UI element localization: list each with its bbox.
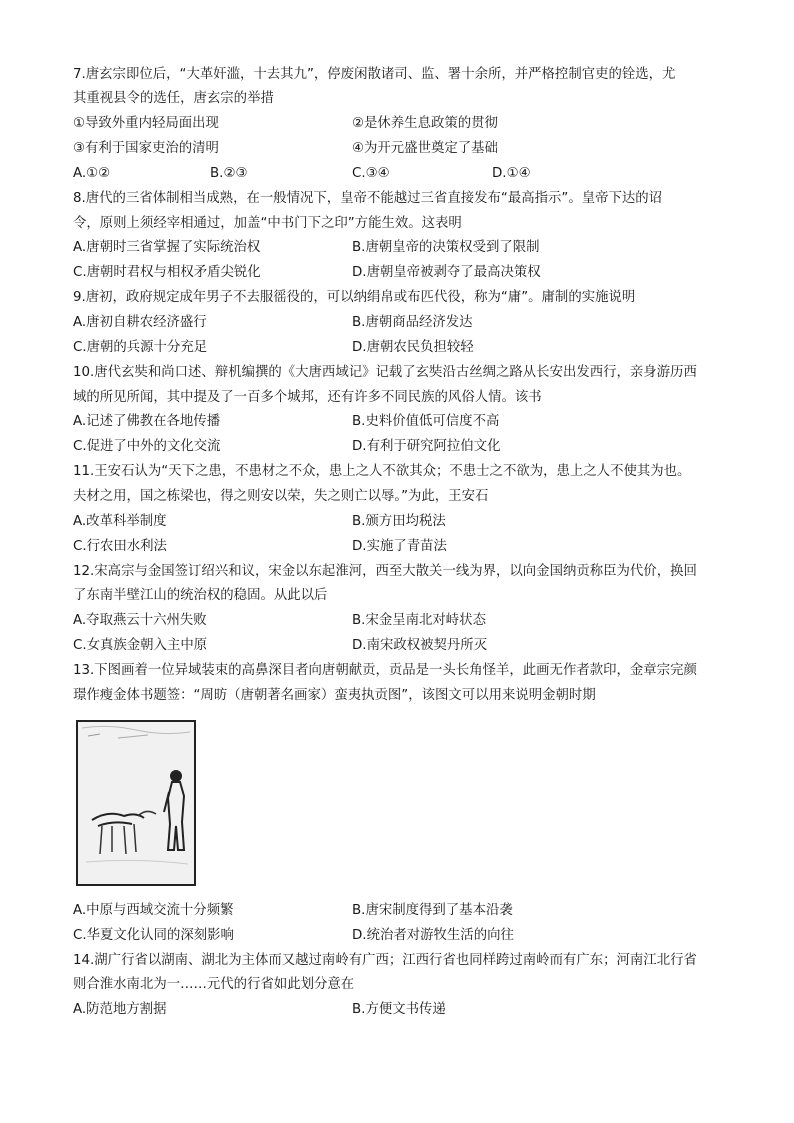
q9-stem: 9.唐初，政府规定成年男子不去服徭役的，可以纳绢帛或布匹代役，称为“庸”。庸制的实施说明	[73, 290, 636, 305]
q14-option-b: B.方便文书传递	[352, 1002, 446, 1017]
q10-option-b: B.史料价值低可信度不高	[352, 414, 500, 429]
q7-statement-1: ①导致外重内轻局面出现	[73, 116, 219, 131]
q13-option-a: A.中原与西域交流十分频繁	[73, 903, 234, 918]
q14-option-a: A.防范地方割据	[73, 1002, 167, 1017]
q8-option-a: A.唐朝时三省掌握了实际统治权	[73, 240, 261, 255]
q7-statement-4: ④为开元盛世奠定了基础	[352, 141, 498, 156]
q12-option-d: D.南宋政权被契丹所灭	[352, 638, 488, 653]
q10-option-d: D.有利于研究阿拉伯文化	[352, 439, 501, 454]
painting-drawing	[78, 722, 194, 884]
q10-stem: 10.唐代玄奘和尚口述、辩机编撰的《大唐西域记》记载了玄奘沿古丝绸之路从长安出发西行，亲身游历西	[73, 365, 697, 380]
q7-statement-2: ②是休养生息政策的贯彻	[352, 116, 498, 131]
q7-option-c: C.③④	[352, 166, 390, 181]
q13-option-c: C.华夏文化认同的深刻影响	[73, 928, 234, 943]
q7-option-a: A.①②	[73, 166, 111, 181]
q13-option-d: D.统治者对游牧生活的向往	[352, 928, 514, 943]
q8-stem: 8.唐代的三省体制相当成熟，在一般情况下，皇帝不能越过三省直接发布“最高指示”。皇帝下达的诏	[73, 191, 663, 206]
q14-stem-cont: 则合淮水南北为一……元代的行省如此划分意在	[73, 977, 355, 992]
q12-stem-cont: 了东南半壁江山的统治权的稳固。从此以后	[73, 588, 328, 603]
q10-stem-cont: 域的所见所闻，其中提及了一百多个城邦，还有许多不同民族的风俗人情。该书	[73, 390, 542, 405]
q11-option-c: C.行农田水利法	[73, 539, 167, 554]
q12-stem: 12.宋高宗与金国签订绍兴和议，宋金以东起淮河，西至大散关一线为界，以向金国纳贡称臣为代价，换回	[73, 564, 697, 579]
q14-stem: 14.湖广行省以湖南、湖北为主体而又越过南岭有广西；江西行省也同样跨过南岭而有广东；河南江北行省	[73, 953, 697, 968]
q7-stem: 7.唐玄宗即位后，“大革奸滥，十去其九”，停废闲散诸司、监、署十余所，并严格控制官吏的铨选，尤	[73, 67, 676, 82]
q13-stem-cont: 璟作瘦金体书题签：“周昉（唐朝著名画家）蛮夷执贡图”，该图文可以用来说明金朝时期	[73, 688, 596, 703]
q12-option-c: C.女真族金朝入主中原	[73, 638, 208, 653]
q11-option-b: B.颁方田均税法	[352, 514, 446, 529]
q9-option-c: C.唐朝的兵源十分充足	[73, 340, 208, 355]
q7-option-d: D.①④	[492, 166, 531, 181]
q7-option-b: B.②③	[210, 166, 248, 181]
q12-option-b: B.宋金呈南北对峙状态	[352, 613, 486, 628]
q12-option-a: A.夺取燕云十六州失败	[73, 613, 207, 628]
q11-option-d: D.实施了青苗法	[352, 539, 447, 554]
q13-option-b: B.唐宋制度得到了基本沿袭	[352, 903, 513, 918]
q8-stem-cont: 令，原则上须经宰相通过，加盖“中书门下之印”方能生效。这表明	[73, 216, 462, 231]
q11-stem: 11.王安石认为“天下之患，不患材之不众，患上之人不欲其众；不患士之不欲为，患上之人不使其为也。	[73, 464, 691, 479]
q7-stem-cont: 其重视县令的选任，唐玄宗的举措	[73, 91, 274, 106]
q10-option-c: C.促进了中外的文化交流	[73, 439, 221, 454]
q8-option-d: D.唐朝皇帝被剥夺了最高决策权	[352, 265, 541, 280]
q7-statement-3: ③有利于国家吏治的清明	[73, 141, 219, 156]
q8-option-b: B.唐朝皇帝的决策权受到了限制	[352, 240, 540, 255]
q9-option-a: A.唐初自耕农经济盛行	[73, 315, 207, 330]
q11-option-a: A.改革科举制度	[73, 514, 167, 529]
q11-stem-cont: 夫材之用，国之栋梁也，得之则安以荣，失之则亡以辱。”为此，王安石	[73, 489, 489, 504]
q8-option-c: C.唐朝时君权与相权矛盾尖锐化	[73, 265, 261, 280]
q13-stem: 13.下图画着一位异域装束的高鼻深目者向唐朝献贡，贡品是一头长角怪羊，此画无作者款印，金章宗完颜	[73, 663, 697, 678]
q9-option-b: B.唐朝商品经济发达	[352, 315, 473, 330]
tribute-painting-image	[76, 720, 196, 886]
q9-option-d: D.唐朝农民负担较轻	[352, 340, 474, 355]
q10-option-a: A.记述了佛教在各地传播	[73, 414, 221, 429]
